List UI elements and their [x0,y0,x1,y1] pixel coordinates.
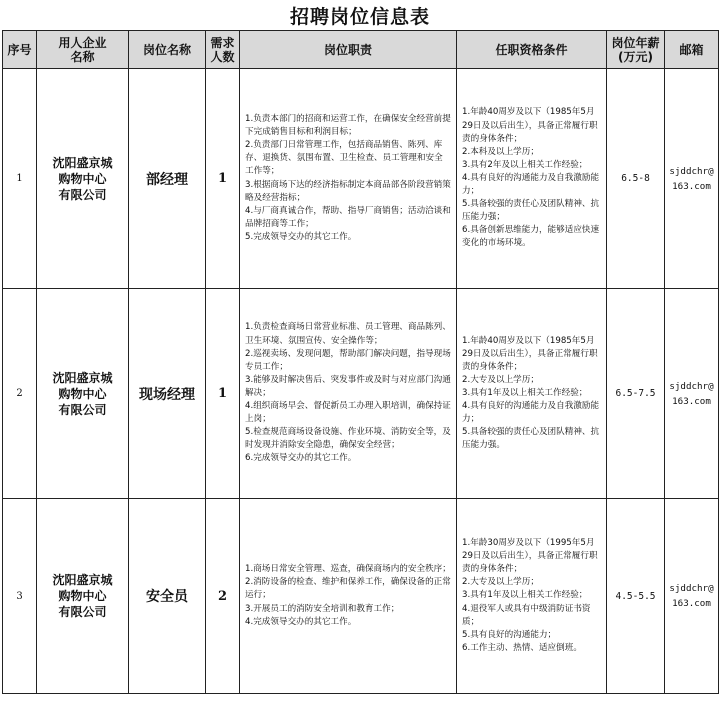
row-position: 现场经理 [129,289,206,499]
header-email: 邮箱 [665,31,719,69]
row-duties [240,289,457,499]
header-count: 需求 人数 [206,31,240,69]
document-title: 招聘岗位信息表 [289,6,430,28]
row-duties [240,499,457,694]
row-salary: 6.5-8 [607,69,665,289]
row-salary: 4.5-5.5 [607,499,665,694]
requirement-item: 3.具有1年及以上相关工作经验； [462,387,588,398]
requirement-item: 1.年龄30周岁及以下（1995年5月29日及以后出生），具备正常履行职责的身体条件； [462,538,598,575]
requirement-item: 6.具备创新思维能力，能够适应快速变化的市场环境。 [462,225,600,249]
duty-item: 4.完成领导交办的其它工作。 [245,616,357,627]
header-duties: 岗位职责 [240,31,457,69]
row-requirements [457,69,607,289]
duty-item: 1.负责检查商场日常营业标准、员工管理、商品陈列、卫生环境、氛围宣传、安全操作等； [245,322,451,346]
table-header-row [3,31,719,69]
duty-item: 2.负责部门日常管理工作，包括商品销售、陈列、库存、退换货、氛围布置、卫生检查、员工管理和安全工作等； [245,140,443,177]
header-position: 岗位名称 [129,31,206,69]
requirement-item: 2.本科及以上学历； [462,146,539,157]
duty-item: 5.检查规范商场设备设施、作业环境、消防安全等，及时发现并消除安全隐患，确保安全经营； [245,427,451,451]
header-salary: 岗位年薪 (万元) [607,31,665,69]
row-count: 1 [206,289,240,499]
row-email[interactable]: sjddchr@ 163.com [665,289,719,499]
row-company: 沈阳盛京城 购物中心 有限公司 [37,69,129,289]
job-positions-table [2,30,719,694]
requirement-item: 4.退役军人或具有中级消防证书资质； [462,603,591,627]
duty-item: 2.消防设备的检查、维护和保养工作，确保设备的正常运行； [245,577,451,601]
row-position: 部经理 [129,69,206,289]
row-salary: 6.5-7.5 [607,289,665,499]
duty-item: 3.根据商场下达的经济指标制定本商品部各阶段营销策略及经营指标； [245,179,451,203]
row-position: 安全员 [129,499,206,694]
row-duties [240,69,457,289]
row-company: 沈阳盛京城 购物中心 有限公司 [37,499,129,694]
row-requirements [457,499,607,694]
requirement-item: 3.具有2年及以上相关工作经验； [462,159,588,170]
duty-item: 6.完成领导交办的其它工作。 [245,453,357,464]
row-seq: 3 [3,499,37,694]
requirement-item: 2.大专及以上学历； [462,374,539,385]
duty-item: 4.组织商场早会、督促新员工办理入职培训，确保持证上岗； [245,401,451,425]
requirement-item: 1.年龄40周岁及以下（1985年5月29日及以后出生），具备正常履行职责的身体条件； [462,107,598,144]
requirement-item: 5.具备较强的责任心及团队精神、抗压能力强。 [462,427,600,451]
row-seq: 1 [3,69,37,289]
requirement-item: 5.具备较强的责任心及团队精神、抗压能力强； [462,199,600,223]
duty-item: 3.能够及时解决售后、突发事件或及时与对应部门沟通解决； [245,374,451,398]
row-seq: 2 [3,289,37,499]
table-row [3,499,719,694]
header-requirements: 任职资格条件 [457,31,607,69]
duty-item: 1.负责本部门的招商和运营工作，在确保安全经营前提下完成销售目标和利润目标； [245,114,451,138]
duty-item: 4.与厂商真诚合作，帮助、指导厂商销售；活动洽谈和品牌招商等工作； [245,205,451,229]
requirement-item: 6.工作主动、热情、适应倒班。 [462,642,582,653]
row-requirements [457,289,607,499]
table-row [3,289,719,499]
requirement-item: 4.具有良好的沟通能力及自我激励能力； [462,172,600,197]
requirement-item: 2.大专及以上学历； [462,577,539,588]
row-count: 2 [206,499,240,694]
table-row [3,69,719,289]
row-count: 1 [206,69,240,289]
duty-item: 3.开展员工的消防安全培训和教育工作； [245,603,400,614]
requirement-item: 5.具有良好的沟通能力； [462,629,557,640]
row-company: 沈阳盛京城 购物中心 有限公司 [37,289,129,499]
duty-item: 5.完成领导交办的其它工作。 [245,231,357,242]
header-seq: 序号 [3,31,37,69]
requirement-item: 3.具有1年及以上相关工作经验； [462,590,588,601]
header-company: 用人企业 名称 [37,31,129,69]
row-email[interactable]: sjddchr@ 163.com [665,499,719,694]
duty-item: 2.巡视卖场、发现问题，帮助部门解决问题，指导现场专员工作； [245,348,451,372]
duty-item: 1.商场日常安全管理、巡查，确保商场内的安全秩序； [245,564,451,575]
requirement-item: 4.具有良好的沟通能力及自我激励能力； [462,401,600,425]
requirement-item: 1.年龄40周岁及以下（1985年5月29日及以后出生），具备正常履行职责的身体条件； [462,335,598,372]
row-email[interactable]: sjddchr@ 163.com [665,69,719,289]
